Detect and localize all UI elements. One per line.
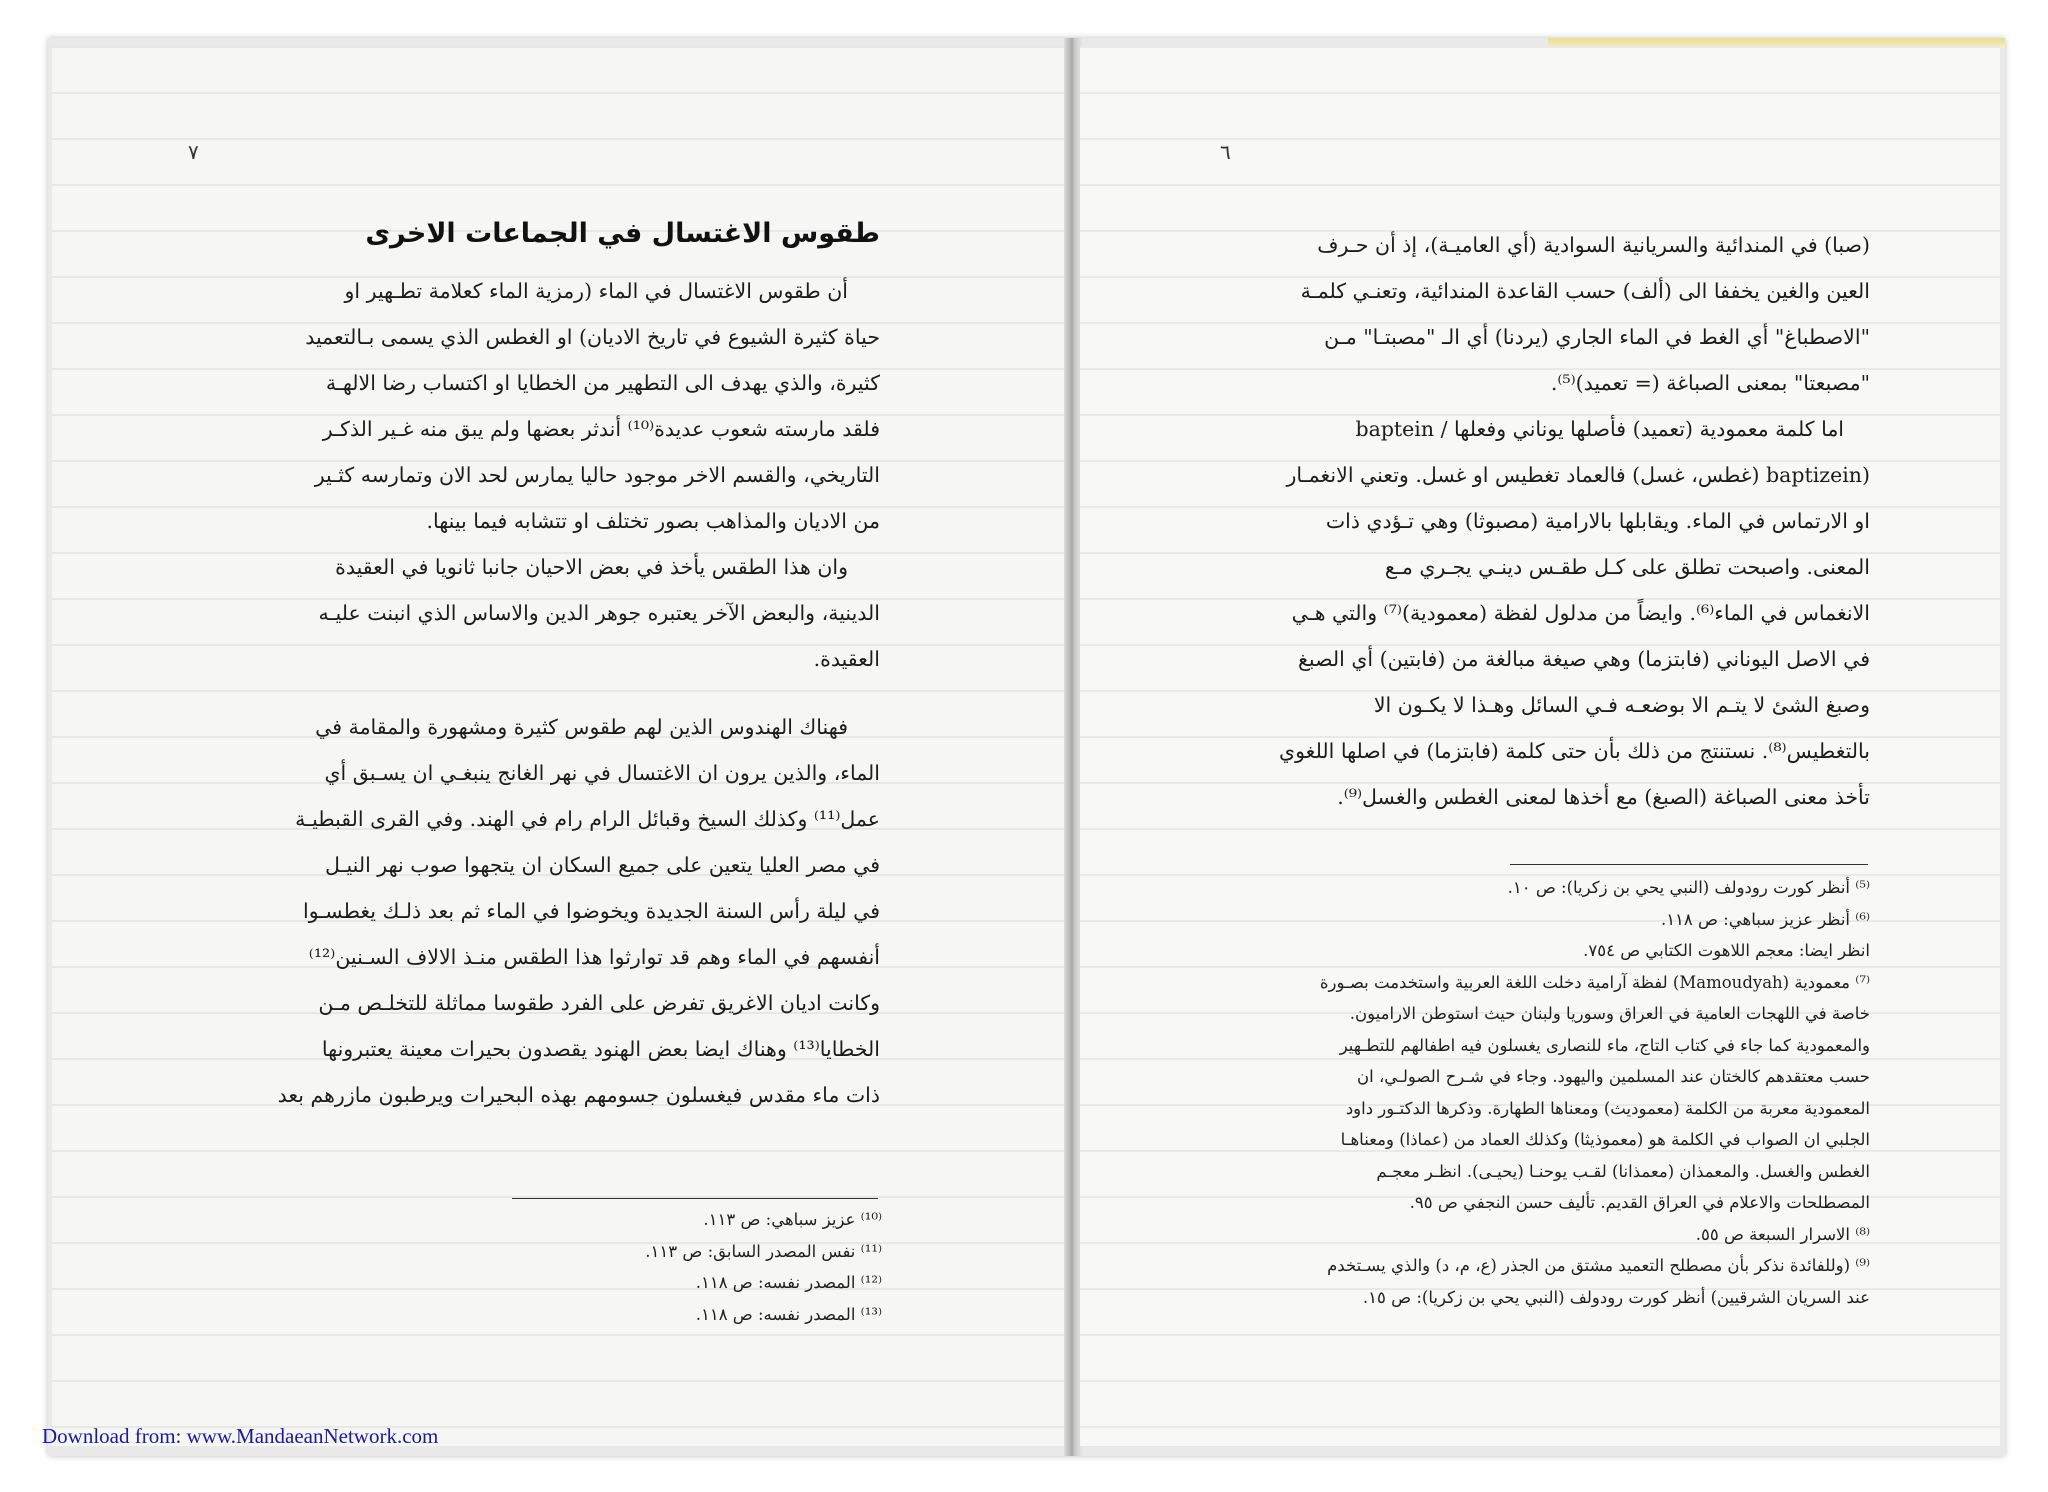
text-line: بالتغطيس⁽⁸⁾. نستنتج من ذلك بأن حتى كلمة (فابتزما) في اصلها اللغوي — [1279, 739, 1870, 763]
footnote: عند السريان الشرقيين) أنظر كورت رودولف (النبي يحي بن زكريا): ص ١٥. — [1362, 1287, 1870, 1307]
footnote: ⁽⁹⁾ (وللفائدة نذكر بأن مصطلح التعميد مشتق من الجذر (ع، م، د) والذي يسـتخدم — [1327, 1256, 1870, 1275]
left-page — [52, 46, 1066, 1446]
text-line: من الاديان والمذاهب بصور تختلف او تتشابه فيما بينها. — [426, 509, 880, 533]
text-line: وكانت اديان الاغريق تفرض على الفرد طقوسا مماثلة للتخلـص مـن — [318, 991, 880, 1015]
text-line: أنفسهم في الماء وهم قد توارثوا هذا الطقس منـذ الالاف السـنين⁽¹²⁾ — [308, 945, 880, 969]
text-line: عمل⁽¹¹⁾ وكذلك السيخ وقبائل الرام رام في الهند. وفي القرى القبطيـة — [295, 807, 880, 831]
footnote: حسب معتقدهم كالختان عند المسلمين واليهود. وجاء في شـرح الصولـي، ان — [1357, 1067, 1870, 1086]
text-line: في الاصل اليوناني (فابتزما) وهي صيغة مبالغة من (فابتين) أي الصبغ — [1298, 647, 1870, 671]
text-line: وان هذا الطقس يأخذ في بعض الاحيان جانبا ثانويا في العقيدة — [335, 555, 848, 579]
footnote: انظر ايضا: معجم اللاهوت الكتابي ص ٧٥٤. — [1583, 941, 1870, 960]
text-line: تأخذ معنى الصباغة (الصبغ) مع أخذها لمعنى الغطس والغسل⁽⁹⁾. — [1337, 785, 1870, 809]
footnote: المعمودية معربة من الكلمة (معموديث) ومعناها الطهارة. وذكرها الدكتـور داود — [1345, 1098, 1870, 1118]
text-line: حياة كثيرة الشيوع في تاريخ الاديان) او الغطس الذي يسمى بـالتعميد — [305, 325, 880, 349]
text-line: ذات ماء مقدس فيغسلون جسومهم بهذه البحيرات ويرطبون مازرهم بعد — [277, 1083, 880, 1107]
text-line: وصبغ الشئ لا يتـم الا بوضعـه فـي السائل وهـذا لا يكـون الا — [1373, 693, 1870, 717]
footnote: ⁽⁵⁾ أنظر كورت رودولف (النبي يحي بن زكريا): ص ١٠. — [1507, 878, 1870, 897]
right-footnotes — [1220, 872, 1870, 1313]
text-line: "مصبعتا" بمعنى الصباغة (= تعميد)⁽⁵⁾. — [1550, 371, 1870, 395]
text-line: "الاصطباغ" أي الغط في الماء الجاري (يردنا) أي الـ "مصبتـا" مـن — [1324, 325, 1870, 349]
text-line: التاريخي، والقسم الاخر موجود حاليا يمارس لحد الان وتمارسه كثـير — [314, 463, 880, 487]
footnote: المصطلحات والاعلام في العراق القديم. تأليف حسن النجفي ص ٩٥. — [1409, 1193, 1870, 1212]
text-line: الانغماس في الماء⁽⁶⁾. وايضاً من مدلول لفظة (معمودية)⁽⁷⁾ والتي هـي — [1291, 601, 1870, 625]
text-line: الدينية، والبعض الآخر يعتبره جوهر الدين والاساس الذي انبنت عليـه — [318, 601, 880, 625]
footnote: ⁽⁶⁾ أنظر عزيز سباهي: ص ١١٨. — [1660, 909, 1870, 929]
book-scan — [48, 38, 2005, 1456]
footnote-rule — [1510, 864, 1868, 865]
footnote: خاصة في اللهجات العامية في العراق وسوريا ولبنان حيث استوطن الاراميون. — [1349, 1004, 1870, 1023]
text-line: اما كلمة معمودية (تعميد) فأصلها يوناني وفعلها / baptein — [1355, 417, 1844, 441]
footnote: ⁽¹²⁾ المصدر نفسه: ص ١١٨. — [695, 1273, 882, 1292]
text-line: (baptizein (غطس، غسل) فالعماد تغطيس او غسل. وتعني الانغمـار — [1286, 463, 1870, 487]
text-line: الماء، والذين يرون ان الاغتسال في نهر الغانج ينبغـي ان يسـبق أي — [324, 761, 880, 785]
text-line: كثيرة، والذي يهدف الى التطهير من الخطايا او اكتساب رضا الالهـة — [325, 371, 880, 395]
left-footnotes — [472, 1204, 882, 1330]
right-page — [1080, 46, 2000, 1446]
text-line: العين والغين يخففا الى (ألف) حسب القاعدة المندائية، وتعنـي كلمـة — [1300, 279, 1870, 303]
page-number-right: ٦ — [1220, 140, 1231, 164]
text-line: المعنى. واصبحت تطلق على كـل طقـس دينـي يجـري مـع — [1384, 555, 1870, 579]
text-line: في مصر العليا يتعين على جميع السكان ان يتجهوا صوب نهر النيـل — [324, 853, 880, 877]
text-line: العقيدة. — [813, 647, 880, 671]
footnote-rule — [512, 1198, 878, 1199]
text-line: أن طقوس الاغتسال في الماء (رمزية الماء كعلامة تطـهير او — [344, 279, 848, 303]
footnote: الجلبي ان الصواب في الكلمة هو (معموذيثا) وكذلك العماد من (عماذا) ومعناهـا — [1340, 1130, 1870, 1149]
left-body — [188, 268, 880, 1118]
text-line: فلقد مارسته شعوب عديدة⁽¹⁰⁾ أندثر بعضها ولم يبق منه غـير الذكـر — [322, 417, 880, 441]
footnote: ⁽¹⁰⁾ عزيز سباهي: ص ١١٣. — [703, 1210, 882, 1229]
footnote: ⁽⁷⁾ معمودية (Mamoudyah) لفظة آرامية دخلت اللغة العربية واستخدمت بصـورة — [1319, 972, 1870, 992]
text-line: في ليلة رأس السنة الجديدة ويخوضوا في الماء ثم بعد ذلـك يغطسـوا — [303, 899, 880, 923]
footnote: والمعمودية كما جاء في كتاب التاج، ماء للنصارى يغسلون فيه اطفالهم للتطـهير — [1339, 1035, 1870, 1055]
footnote: ⁽¹¹⁾ نفس المصدر السابق: ص ١١٣. — [645, 1241, 882, 1261]
text-line: فهناك الهندوس الذين لهم طقوس كثيرة ومشهورة والمقامة في — [315, 715, 848, 739]
footnote: الغطس والغسل. والمعمذان (معمذانا) لقـب يوحنـا (يحيـى). انظـر معجـم — [1376, 1161, 1870, 1181]
download-link[interactable]: Download from: www.MandaeanNetwork.com — [42, 1424, 439, 1448]
text-line: الخطايا⁽¹³⁾ وهناك ايضا بعض الهنود يقصدون بحيرات معينة يعتبرونها — [321, 1037, 880, 1061]
text-line: او الارتماس في الماء. ويقابلها بالارامية (مصبوثا) وهي تـؤدي ذات — [1325, 509, 1870, 533]
page-number-left: ٧ — [188, 140, 199, 164]
text-line: (صبا) في المندائية والسريانية السوادية (أي العاميـة)، إذ أن حـرف — [1317, 233, 1870, 257]
footnote: ⁽¹³⁾ المصدر نفسه: ص ١١٨. — [695, 1304, 882, 1324]
footnote: ⁽⁸⁾ الاسرار السبعة ص ٥٥. — [1695, 1224, 1870, 1244]
section-heading: طقوس الاغتسال في الجماعات الاخرى — [365, 218, 880, 249]
right-body — [1220, 222, 1870, 820]
